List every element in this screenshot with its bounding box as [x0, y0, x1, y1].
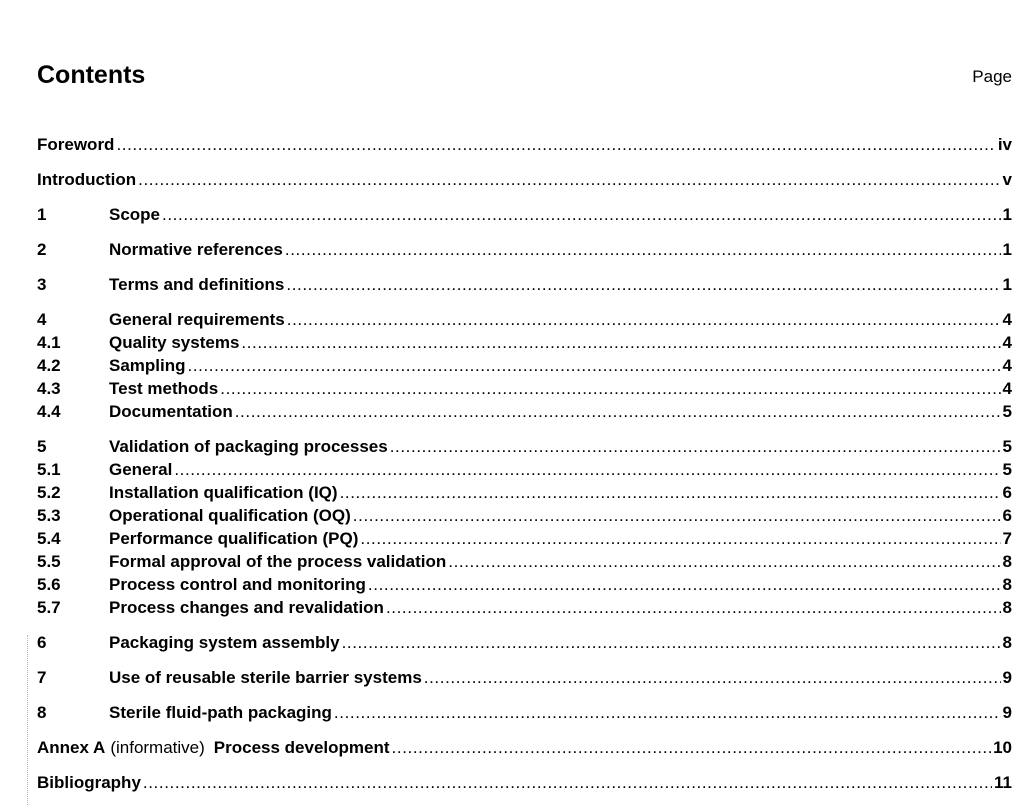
toc-entry-4-1[interactable]	[37, 331, 1012, 354]
dot-leader	[241, 331, 1000, 354]
toc-entry-4[interactable]	[37, 308, 1012, 331]
toc-entry-number: 5.7	[37, 598, 61, 617]
toc-entry-number: 6	[37, 633, 47, 652]
dot-leader	[386, 596, 1001, 619]
toc-entry-page: 6	[1002, 506, 1012, 525]
toc-entry-4-3[interactable]	[37, 377, 1012, 400]
toc-entry-title: Foreword	[37, 135, 115, 154]
dot-leader	[162, 203, 1001, 226]
toc-entry-title: Sampling	[109, 356, 186, 375]
toc-entry-page: 4	[1002, 333, 1012, 352]
toc-entry-title: Quality systems	[109, 333, 240, 352]
toc-entry-page: 1	[1002, 240, 1012, 259]
toc-entry-page: iv	[997, 135, 1012, 154]
dot-leader	[353, 504, 1001, 527]
dot-leader	[174, 458, 1000, 481]
toc-entry-number: 5.5	[37, 552, 61, 571]
dot-leader	[285, 238, 1001, 261]
toc-entry-title: General	[109, 460, 173, 479]
toc-entry-number: 5.2	[37, 483, 61, 502]
toc-entry-title: Packaging system assembly	[109, 633, 340, 652]
toc-entry-page: 9	[1002, 668, 1012, 687]
dot-leader	[334, 701, 1001, 724]
page-column-label: Page	[972, 67, 1012, 86]
toc-entry-number: 1	[37, 205, 47, 224]
dot-leader	[143, 771, 992, 794]
toc-entry-title: Terms and definitions	[109, 275, 285, 294]
toc-entry-title: Introduction	[37, 170, 137, 189]
toc-entry-title: Operational qualification (OQ)	[109, 506, 351, 525]
toc-entry-page: 1	[1002, 275, 1012, 294]
dot-leader	[448, 550, 1000, 573]
dot-leader	[220, 377, 1000, 400]
toc-entry-4-4[interactable]	[37, 400, 1012, 423]
toc-entry-number: 5.1	[37, 460, 61, 479]
toc-entry-4-2[interactable]	[37, 354, 1012, 377]
toc-entry-7[interactable]	[37, 666, 1012, 689]
toc-entry-number: 5.4	[37, 529, 61, 548]
toc-entry-title: Formal approval of the process validation	[109, 552, 447, 571]
toc-entry-5-7[interactable]	[37, 596, 1012, 619]
toc-entry-number: 4	[37, 310, 47, 329]
dot-leader	[424, 666, 1001, 689]
dot-leader	[360, 527, 1000, 550]
toc-entry-page: 11	[994, 773, 1012, 792]
toc-entry-title: Use of reusable sterile barrier systems	[109, 668, 422, 687]
page-title: Contents	[37, 61, 146, 89]
toc-entry-number: 4.1	[37, 333, 61, 352]
toc-entry-title: Process changes and revalidation	[109, 598, 384, 617]
toc-entry-5-5[interactable]	[37, 550, 1012, 573]
toc-entry-page: 8	[1002, 633, 1012, 652]
toc-entry-title: Installation qualification (IQ)	[109, 483, 338, 502]
toc-entry-2[interactable]	[37, 238, 1012, 261]
toc-entry-1[interactable]	[37, 203, 1012, 226]
toc-entry-title: Sterile fluid-path packaging	[109, 703, 332, 722]
toc-entry-3[interactable]	[37, 273, 1012, 296]
toc-entry-title: Validation of packaging processes	[109, 437, 388, 456]
toc-entry-5-4[interactable]	[37, 527, 1012, 550]
toc-entry-number: 8	[37, 703, 47, 722]
toc-entry-5-6[interactable]	[37, 573, 1012, 596]
toc-entry-foreword[interactable]	[37, 133, 1012, 156]
toc-entry-page: v	[1002, 170, 1012, 189]
dot-leader	[138, 168, 1000, 191]
toc-entry-bibliography[interactable]	[37, 771, 1012, 794]
toc-entry-page: 4	[1002, 310, 1012, 329]
toc-entry-5-3[interactable]	[37, 504, 1012, 527]
dot-leader	[286, 273, 1000, 296]
dot-leader	[116, 133, 995, 156]
toc-entry-page: 6	[1002, 483, 1012, 502]
toc-entry-number: 5.3	[37, 506, 61, 525]
toc-entry-number: 7	[37, 668, 47, 687]
toc-entry-number: 5.6	[37, 575, 61, 594]
toc-entry-page: 1	[1002, 205, 1012, 224]
table-of-contents	[37, 0, 1012, 810]
toc-entry-title: Performance qualification (PQ)	[109, 529, 359, 548]
margin-dotted-line	[27, 635, 32, 805]
dot-leader	[390, 435, 1001, 458]
dot-leader	[392, 736, 992, 759]
toc-entry-title: Process control and monitoring	[109, 575, 366, 594]
toc-entry-annex-type: (informative)	[110, 738, 205, 757]
toc-entry-page: 8	[1002, 598, 1012, 617]
toc-entry-page: 4	[1002, 379, 1012, 398]
dot-leader	[368, 573, 1001, 596]
toc-entry-page: 8	[1002, 575, 1012, 594]
toc-entry-page: 5	[1002, 437, 1012, 456]
dot-leader	[235, 400, 1001, 423]
toc-entry-title: Documentation	[109, 402, 233, 421]
toc-entry-title: Normative references	[109, 240, 283, 259]
toc-entry-number: 4.3	[37, 379, 61, 398]
toc-entry-6[interactable]	[37, 631, 1012, 654]
toc-entry-page: 5	[1002, 460, 1012, 479]
dot-leader	[188, 354, 1001, 377]
toc-entry-number: 3	[37, 275, 47, 294]
toc-entry-annex-a[interactable]	[37, 736, 1012, 759]
dot-leader	[340, 481, 1001, 504]
toc-entry-introduction[interactable]	[37, 168, 1012, 191]
toc-entry-title: Annex A	[37, 738, 106, 757]
toc-entry-8[interactable]	[37, 701, 1012, 724]
dot-leader	[287, 308, 1001, 331]
dot-leader	[342, 631, 1001, 654]
toc-entry-5-2[interactable]	[37, 481, 1012, 504]
toc-entry-title: Test methods	[109, 379, 219, 398]
toc-entry-page: 10	[993, 738, 1012, 757]
toc-entry-number: 4.2	[37, 356, 61, 375]
toc-entry-title: Scope	[109, 205, 161, 224]
toc-entry-number: 5	[37, 437, 47, 456]
toc-entry-page: 7	[1002, 529, 1012, 548]
toc-entry-page: 5	[1002, 402, 1012, 421]
toc-entry-annex-title: Process development	[213, 738, 390, 757]
toc-entry-5-1[interactable]	[37, 458, 1012, 481]
toc-entry-5[interactable]	[37, 435, 1012, 458]
toc-entry-title: Bibliography	[37, 773, 141, 792]
toc-entry-page: 4	[1002, 356, 1012, 375]
toc-entry-number: 4.4	[37, 402, 61, 421]
toc-entry-page: 9	[1002, 703, 1012, 722]
toc-entry-number: 2	[37, 240, 47, 259]
toc-entry-page: 8	[1002, 552, 1012, 571]
toc-entry-title: General requirements	[109, 310, 285, 329]
